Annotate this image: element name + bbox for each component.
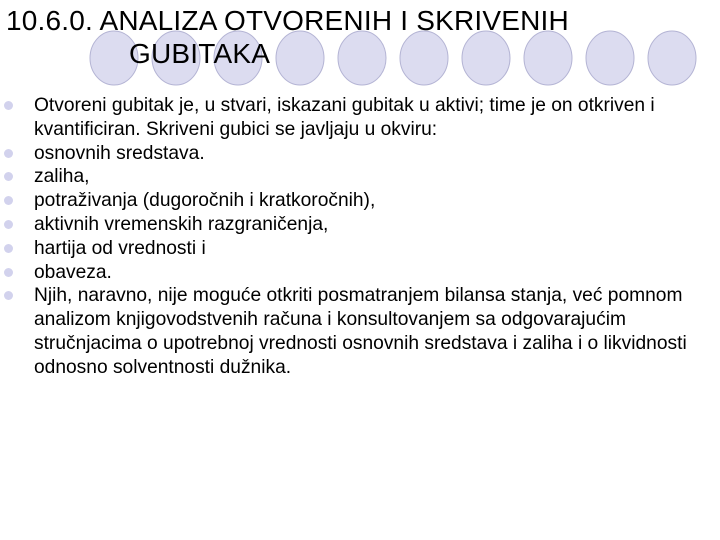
bullet-icon (4, 101, 13, 110)
bullet-icon (4, 149, 13, 158)
bullet-icon (4, 220, 13, 229)
bullet-icon (4, 244, 13, 253)
bullet-item (0, 142, 715, 166)
bullet-item (0, 284, 715, 379)
bullet-text: hartija od vrednosti i (34, 237, 206, 259)
bullet-item (0, 237, 715, 261)
bullet-list (0, 94, 715, 380)
bullet-icon (4, 196, 13, 205)
bullet-item (0, 165, 715, 189)
decorative-circle (586, 31, 634, 85)
slide-title-line-1: 10.6.0. ANALIZA OTVORENIH I SKRIVENIH (6, 5, 569, 36)
slide-title-line-2: GUBITAKA (129, 38, 271, 69)
bullet-text: aktivnih vremenskih razgraničenja, (34, 213, 329, 235)
bullet-text: obaveza. (34, 261, 112, 283)
bullet-item (0, 261, 715, 285)
bullet-icon (4, 172, 13, 181)
bullet-text: potraživanja (dugoročnih i kratkoročnih), (34, 190, 376, 212)
bullet-icon (4, 268, 13, 277)
bullet-icon (4, 291, 13, 300)
decorative-circle (648, 31, 696, 85)
bullet-text: zaliha, (34, 166, 90, 188)
bullet-text: Njih, naravno, nije moguće otkriti posmatranjem bilansa stanja, već pomnom analizom knjigovodstvenih računa i konsultovanjem sa odgovarajućim stručnjacima o upotrebnoj vrednosti osnovnih sredstava i zaliha i o likvidnosti odnosno solventnosti dužnika. (34, 285, 687, 378)
bullet-item (0, 189, 715, 213)
bullet-text: osnovnih sredstava. (34, 142, 205, 164)
bullet-item (0, 94, 715, 142)
bullet-item (0, 213, 715, 237)
bullet-text: Otvoreni gubitak je, u stvari, iskazani gubitak u aktivi; time je on otkriven i kvantificiran. Skriveni gubici se javljaju u okviru: (34, 95, 655, 140)
slide-title (6, 4, 569, 70)
